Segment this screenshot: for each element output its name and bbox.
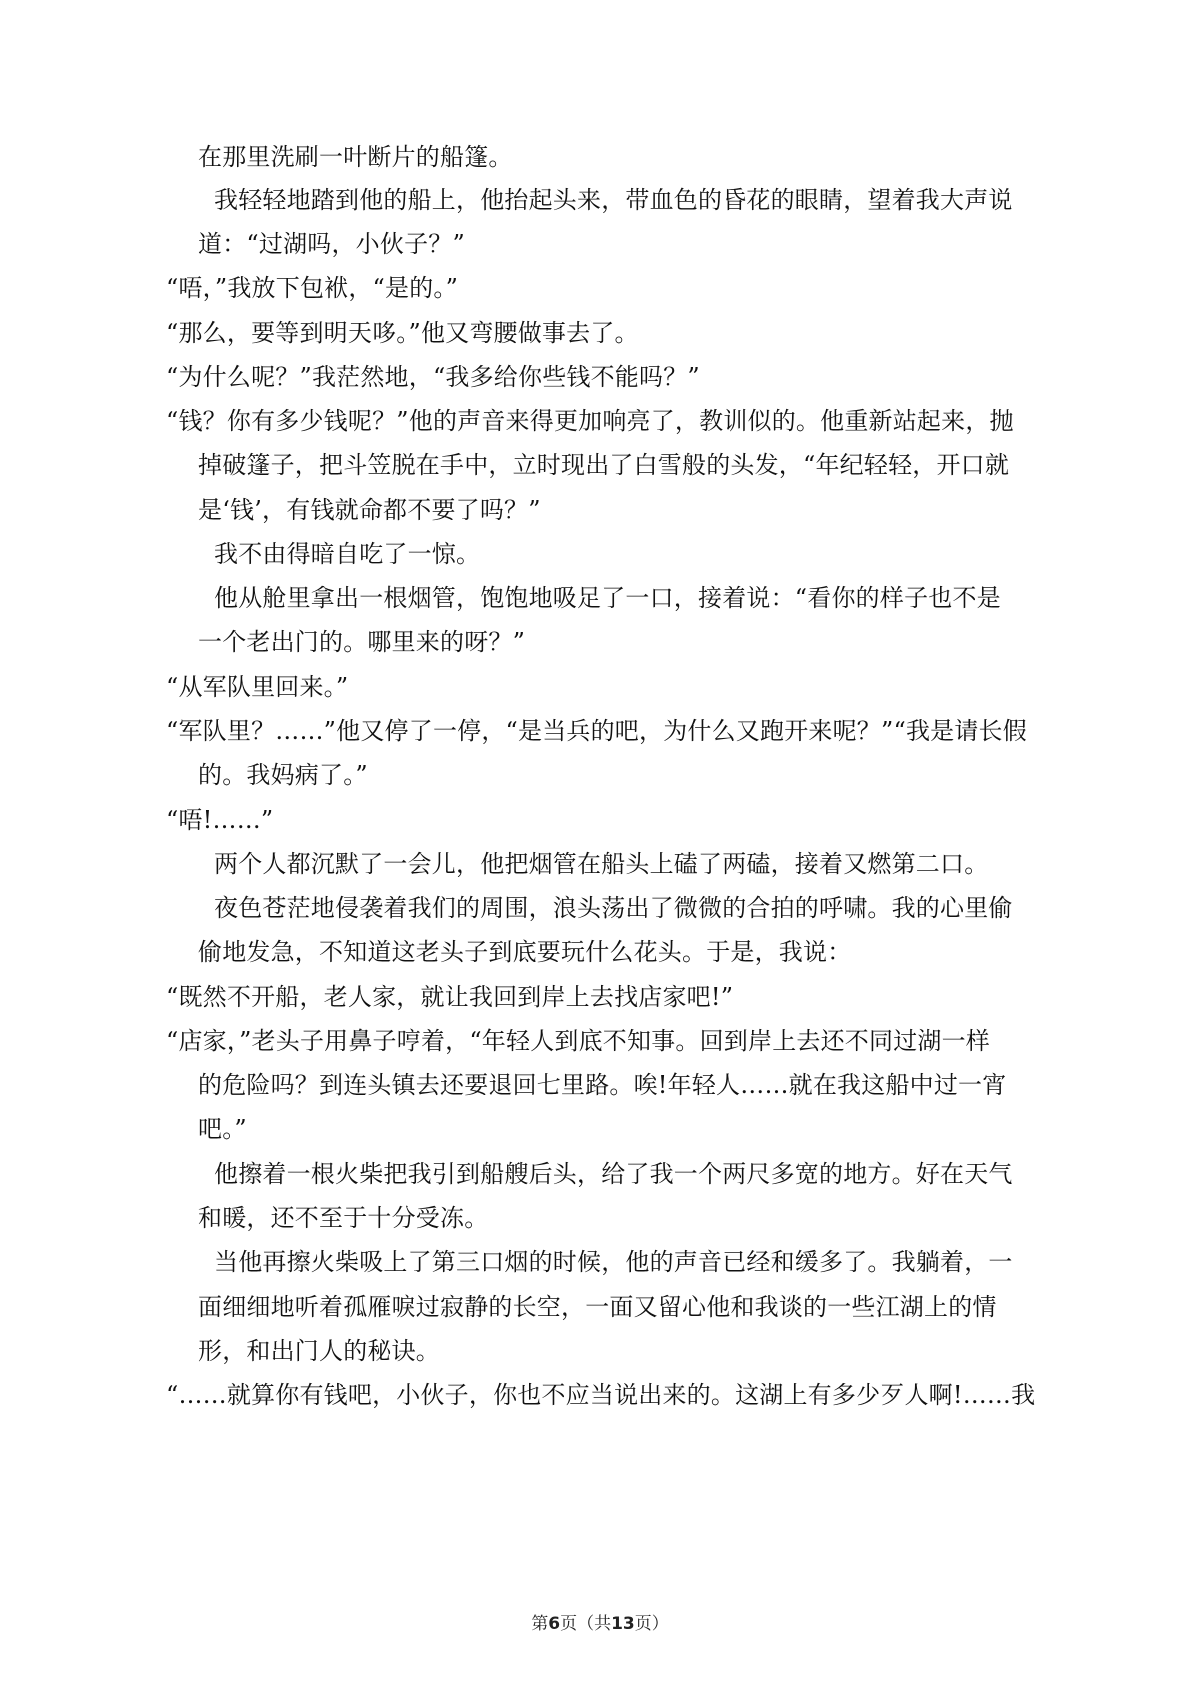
text-line: 的。我妈病了。” <box>198 761 368 789</box>
text-line: 形，和出门人的秘诀。 <box>198 1337 440 1365</box>
text-line: 在那里洗刷一叶断片的船篷。 <box>198 143 513 171</box>
text-line: 偷地发急，不知道这老头子到底要玩什么花头。于是，我说： <box>198 938 852 966</box>
text-line: 面细细地听着孤雁唳过寂静的长空，一面又留心他和我谈的一些江湖上的情 <box>198 1293 997 1321</box>
text-line: 当他再擦火柴吸上了第三口烟的时候，他的声音已经和缓多了。我躺着，一 <box>214 1248 1013 1276</box>
text-line: 夜色苍茫地侵袭着我们的周围，浪头荡出了微微的合拍的呼啸。我的心里偷 <box>214 894 1013 922</box>
footer-prefix: 第 <box>531 1614 549 1634</box>
text-line: 的危险吗？到连头镇去还要退回七里路。唉!年轻人……就在我这船中过一宵 <box>198 1071 1007 1099</box>
text-line: 一个老出门的。哪里来的呀？” <box>198 628 526 656</box>
footer-suffix: 页） <box>634 1614 669 1634</box>
text-line: 他从舱里拿出一根烟管，饱饱地吸足了一口，接着说：“看你的样子也不是 <box>214 584 1001 612</box>
text-line: “……就算你有钱吧，小伙子，你也不应当说出来的。这湖上有多少歹人啊!……我 <box>166 1381 1036 1409</box>
text-line: 他擦着一根火柴把我引到船艘后头，给了我一个两尺多宽的地方。好在天气 <box>214 1160 1013 1188</box>
text-line: “为什么呢？”我茫然地，“我多给你些钱不能吗？” <box>166 363 700 391</box>
text-line: 和暖，还不至于十分受冻。 <box>198 1204 489 1232</box>
text-line: “从军队里回来。” <box>166 673 349 701</box>
text-line: 是‘钱’，有钱就命都不要了吗？” <box>198 496 541 524</box>
text-line: “既然不开船，老人家，就让我回到岸上去找店家吧!” <box>166 983 734 1011</box>
text-line: 我不由得暗自吃了一惊。 <box>214 540 481 568</box>
text-line: “钱？你有多少钱呢？”他的声音来得更加响亮了，教训似的。他重新站起来，抛 <box>166 407 1014 435</box>
text-line: 吧。” <box>198 1115 247 1143</box>
text-line: “唔，”我放下包袱，“是的。” <box>166 274 459 302</box>
text-line: “军队里？……”他又停了一停，“是当兵的吧，为什么又跑开来呢？”“我是请长假 <box>166 717 1027 745</box>
text-line: 我轻轻地踏到他的船上，他抬起头来，带血色的昏花的眼睛，望着我大声说 <box>214 186 1013 214</box>
text-line: “唔!……” <box>166 806 274 834</box>
text-line: “那么，要等到明天哆。”他又弯腰做事去了。 <box>166 319 639 347</box>
footer-middle: 页（共 <box>560 1614 612 1634</box>
text-line: 道：“过湖吗，小伙子？” <box>198 230 465 258</box>
footer-page-number: 6 <box>548 1614 561 1634</box>
footer-total-pages: 13 <box>611 1614 635 1634</box>
page-footer <box>0 1612 1200 1636</box>
text-line: “店家，”老头子用鼻子哼着，“年轻人到底不知事。回到岸上去还不同过湖一样 <box>166 1027 991 1055</box>
text-line: 两个人都沉默了一会儿，他把烟管在船头上磕了两磕，接着又燃第二口。 <box>214 850 989 878</box>
text-line: 掉破篷子，把斗笠脱在手中，立时现出了白雪般的头发，“年纪轻轻，开口就 <box>198 451 1010 479</box>
